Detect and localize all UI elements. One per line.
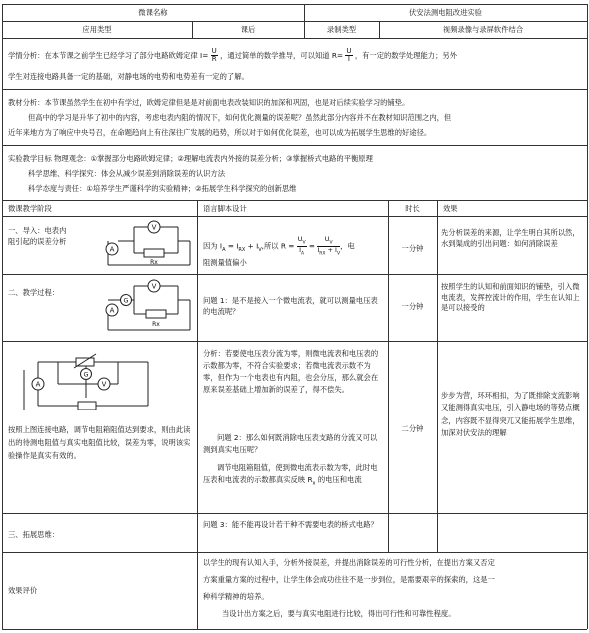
row3-script-analysis: 分析：若要使电压表分流为零，则微电流表和电压表的示数都为零，不符合实验要求；若微电流表示数不为零，但作为一个电表也有内阻，也会分压，那么就会在原来误差基础上增加新的误差了，得不偿失。 <box>203 349 379 395</box>
eval-label: 效果评价 <box>8 586 38 595</box>
eval-line2: 方案重量方案的过程中，让学生体会成功往往不是一步到位，是需要艰辛的探索的，这是一 <box>203 575 495 584</box>
row3-stage: 按照上图连接电路，调节电阻箱阻值达到要求，则由此读出的待测电阻值与真实电阻值比较，误差为零，说明该实验操作是真实有效的。 <box>8 425 191 460</box>
svg-text:A: A <box>109 245 115 254</box>
svg-text:A: A <box>109 306 115 315</box>
course-name-value: 伏安法测电阻改进实验 <box>409 8 482 17</box>
app-type-value: 课后 <box>240 25 256 34</box>
row3-script-question2: 问题 2：那么如何既消除电压表支路的分流又可以测到真实电压呢？ <box>203 433 378 455</box>
svg-text:A: A <box>35 380 41 389</box>
circuit-diagram-1 <box>104 219 194 271</box>
record-type-label: 录制类型 <box>326 25 357 34</box>
col-header-stage: 微课教学阶段 <box>8 204 52 213</box>
svg-text:V: V <box>151 282 157 291</box>
course-name-label: 微课名称 <box>138 8 168 17</box>
row1-effect: 先分析误差的来源，让学生明白其所以然，水到渠成的引出问题：如何消除误差 <box>441 228 580 248</box>
row3-duration: 二分钟 <box>401 424 424 433</box>
row2-stage: 二、教学过程： <box>8 288 60 297</box>
row1-script-line1: 因为 $I_A = I_{RX} + I_V$,所以 R = $\frac{U_V}{I_A}$ = $U_V$ $I_{RX} + I_V$ ，电 <box>203 235 355 257</box>
row4-stage: 三、拓展思维： <box>8 530 60 539</box>
row3-effect: 步步为营，环环相扣，为了既排除支流影响又能测得真实电压，引入静电场的等势点概念，内容既不显得突兀又能拓展学生思维，加深对伏安法的理解 <box>441 391 580 438</box>
svg-text:Rx: Rx <box>150 259 158 266</box>
svg-text:V: V <box>101 380 107 389</box>
row2-effect: 按照学生的认知和前面知识的铺垫，引入微电流表，发挥控流计的作用，学生在认知上是可以接受的 <box>441 282 580 313</box>
material-analysis-line3: 近年来地方为了响应中央号召，在命题趋向上有往深往广发展的趋势，所以对于如何优化误差，也可以成为拓展学生思维的好途径。 <box>8 128 432 137</box>
eval-line4: 当设计出方案之后，要与真实电阻进行比较，得出可行性和可靠性程度。 <box>222 609 456 618</box>
row4-script: 问题 3：能不能再设计若干种不需要电表的桥式电路？ <box>203 520 378 529</box>
svg-text:V: V <box>151 223 157 232</box>
row2-script: 问题 1：是不是接入一个微电流表，就可以测量电压表的电流呢？ <box>203 296 378 316</box>
app-type-label: 应用类型 <box>82 25 112 34</box>
record-type-value: 视频录像与录屏软件结合 <box>442 25 524 34</box>
student-analysis-line2: 学生对连接电路具备一定的基础，对静电场的电势和电势差有一定的了解。 <box>8 72 249 81</box>
teaching-goals-line2: 科学思维、科学探究：体会从减少误差到消除误差的认识方法 <box>28 169 226 178</box>
row2-duration: 一分钟 <box>401 302 424 311</box>
row1-stage: 一、导入：电表内阻引起的误差分析 <box>8 226 67 246</box>
row1-duration: 一分钟 <box>401 244 424 253</box>
teaching-goals-line3: 科学态度与责任：①培养学生严谨科学的实验精神；②拓展学生科学探究的创新思维 <box>28 184 297 193</box>
svg-text:G: G <box>83 370 89 379</box>
col-header-effect: 效果 <box>443 204 458 213</box>
row3-script-answer: 调节电阻箱阻值，使到微电流表示数为零，此时电压表和电流表的示数都真实反映 $R_x$ 的电压和电流 <box>203 463 378 487</box>
row1-script-line2: 阻测量值偏小 <box>203 258 247 267</box>
col-header-script: 语言脚本设计 <box>203 204 247 213</box>
col-header-duration: 时长 <box>405 204 420 213</box>
svg-text:G: G <box>123 296 129 305</box>
circuit-diagram-2 <box>104 276 194 338</box>
material-analysis-line1: 教材分析：本节课虽然学生在初中有学过，欧姆定律但是是对前面电表改装知识的加深和巩固，也是对后续实验学习的铺垫。 <box>8 98 410 107</box>
eval-line1: 以学生的现有认知入手，分析外接误差，并提出消除误差的可行性分析，在提出方案又否定 <box>203 558 495 567</box>
teaching-goals-line1: 实验教学目标 物理观念：①掌握部分电路欧姆定律；②理解电流表内外接的误差分析；③掌握桥式电路的平衡原理 <box>8 154 373 163</box>
circuit-diagram-3 <box>18 350 168 410</box>
eval-line3: 种科学精神的培养。 <box>203 592 269 601</box>
material-analysis-line2: 但高中的学习是升华了初中的内容，考虑电表内阻的情况下，如何优化测量的误差呢？虽然此部分内容并不在教材知识范围之内，但 <box>28 113 452 122</box>
svg-text:Rx: Rx <box>152 321 160 328</box>
student-analysis-line1: 学情分析：在本节课之前学生已经学习了部分电路欧姆定律 I= $\frac{U}{R}$ ，通过简单的数学推导，可以知道 R= $\frac{U}{I}$ ，有一定的数学处理能力；另外 <box>8 47 457 64</box>
